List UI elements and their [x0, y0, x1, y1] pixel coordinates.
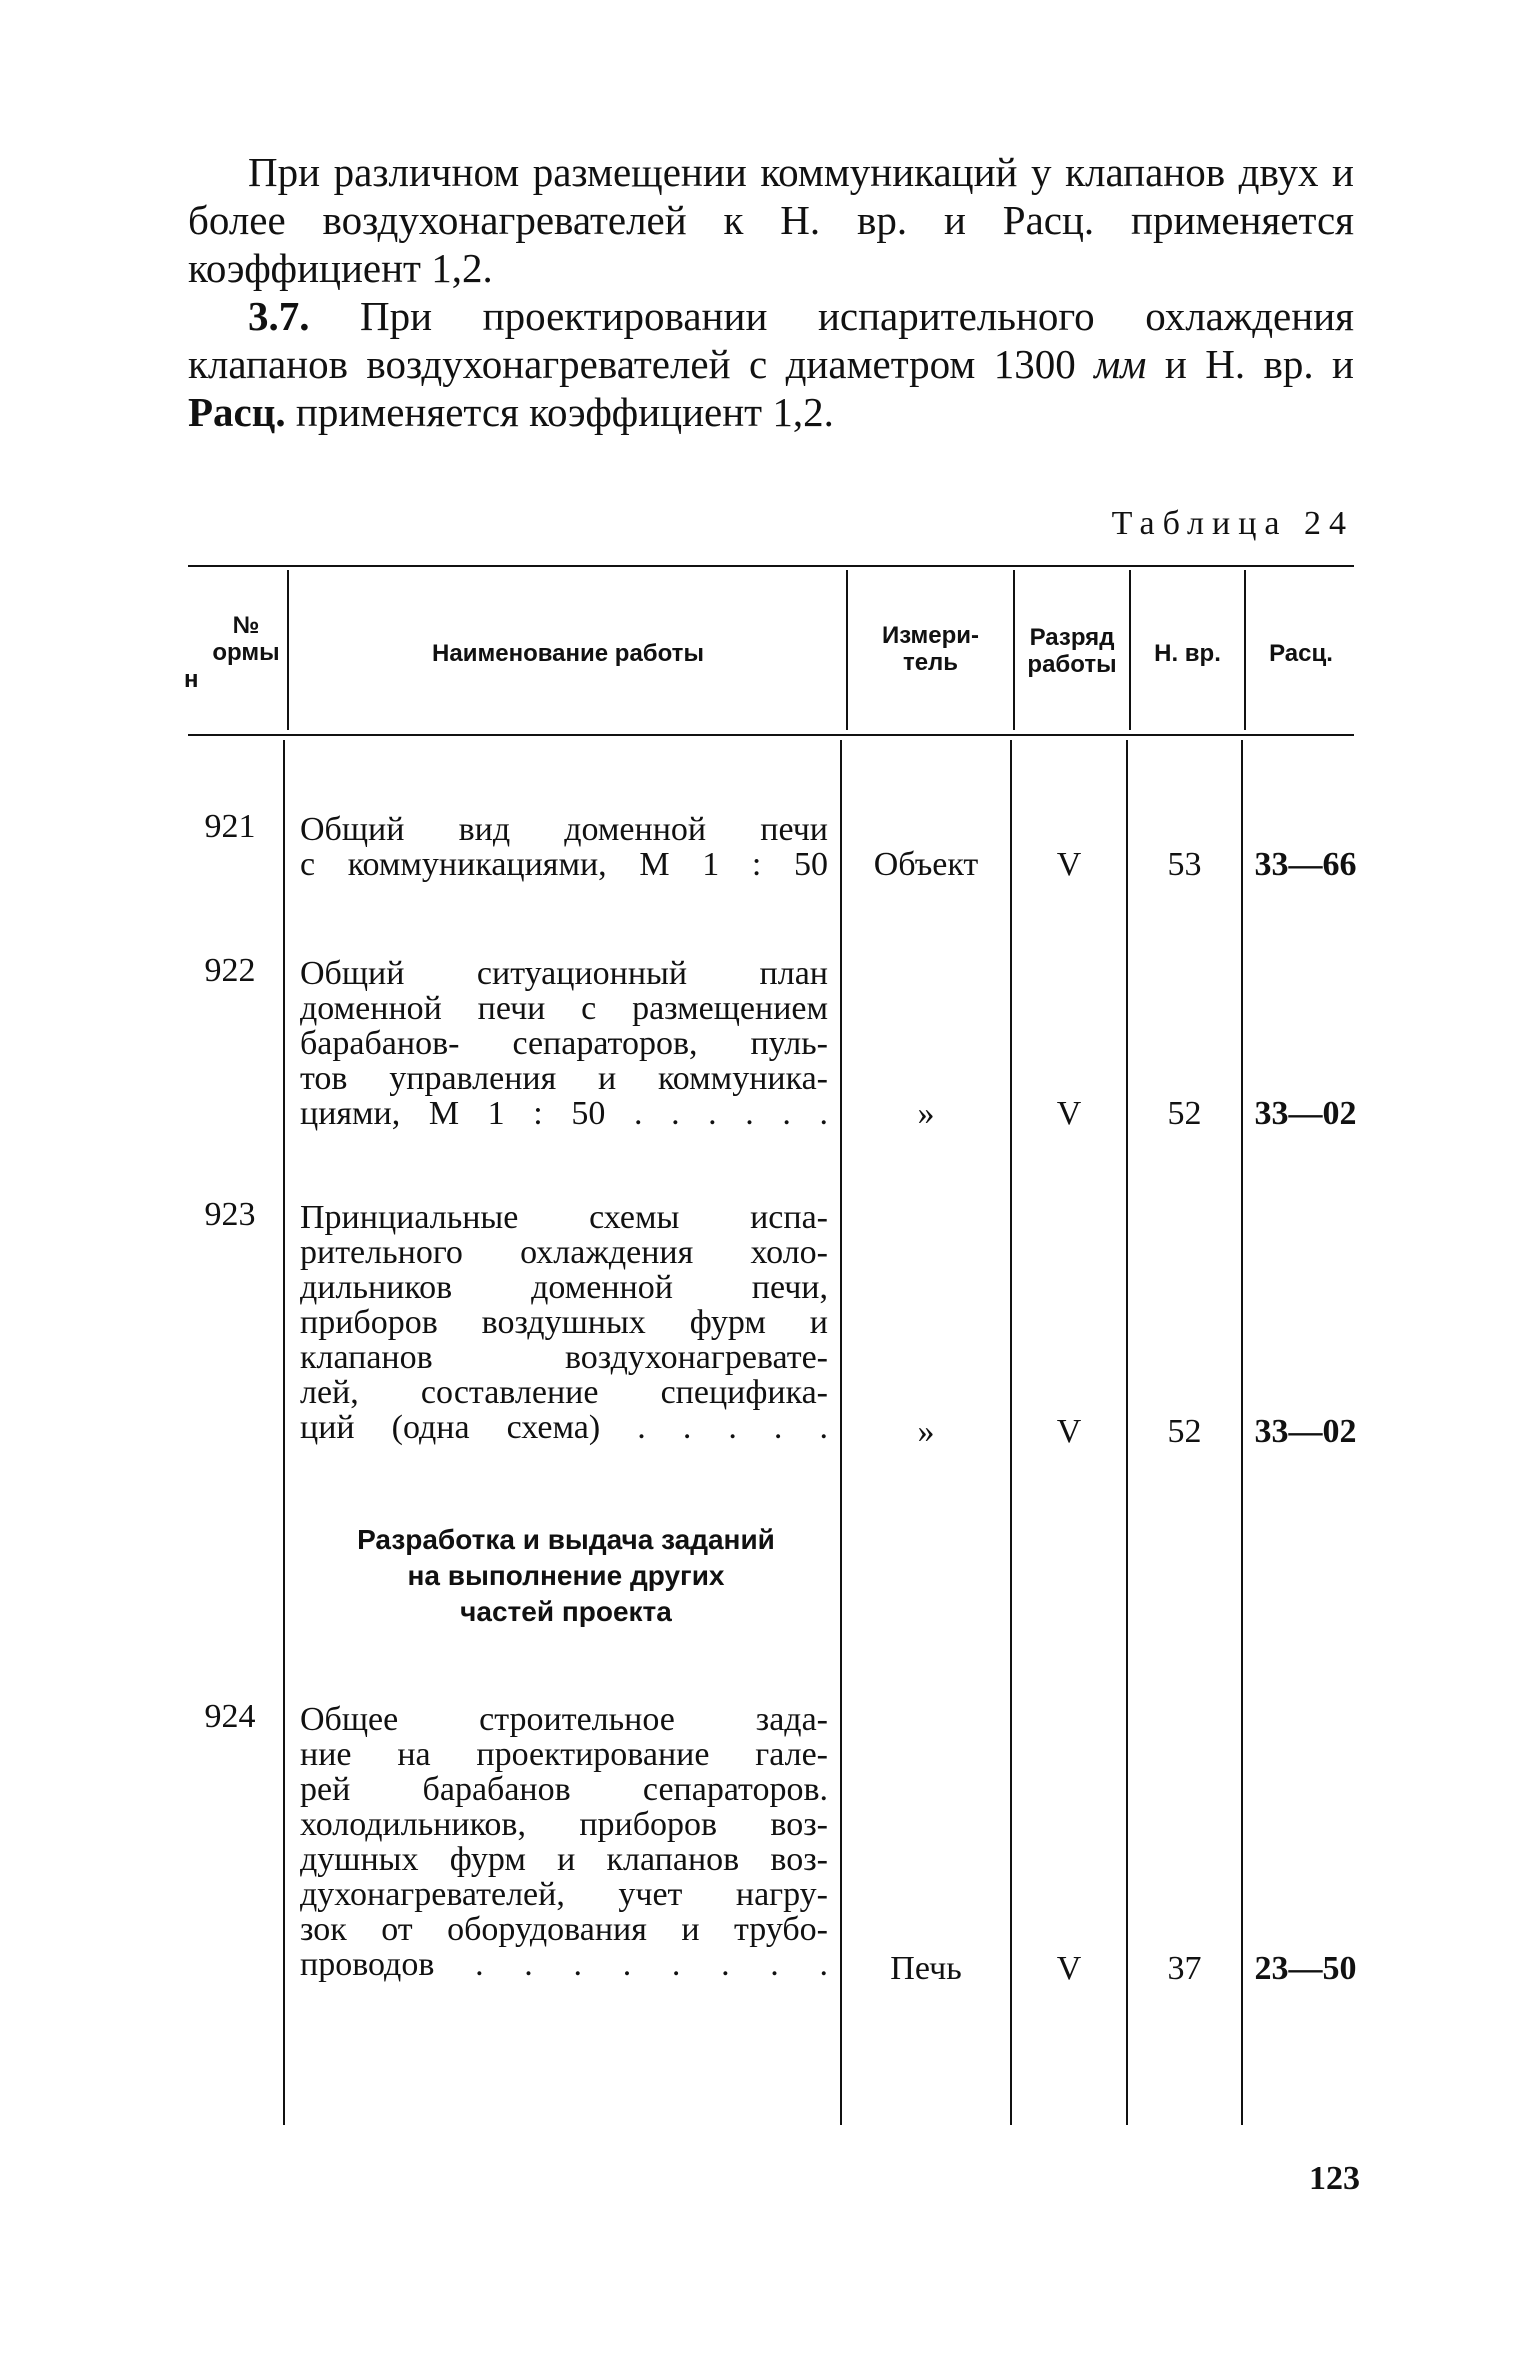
header-bottom-rule [188, 734, 1354, 736]
row-922-description: Общий ситуационный план доменной печи с размещением барабанов- сепараторов, пуль- тов управления и коммуника- циями, М 1 : 50 . . . . . . [300, 955, 828, 1132]
row-923-time: 52 [1167, 1413, 1202, 1450]
row-924-unit: Печь [890, 1950, 962, 1987]
table-caption: Таблица 24 [1111, 505, 1354, 542]
header-grade: Разряд работы [1027, 624, 1117, 678]
row-923-description: Принциальные схемы испа- рительного охлаждения холо- дильников доменной печи, приборов воздушных фурм и клапанов воздухонагревате- лей, составление специфика- ций (одна схема) . . . . . [300, 1199, 828, 1446]
table-top-rule [188, 565, 1354, 567]
row-922-time: 52 [1167, 1095, 1202, 1132]
header-time-norm: Н. вр. [1154, 640, 1221, 667]
intro-text [188, 148, 1354, 436]
unit-mm: мм [1094, 341, 1147, 387]
row-923-unit: » [917, 1413, 935, 1450]
row-921-rate: 33—66 [1254, 846, 1357, 883]
header-work-name: Наименование работы [432, 640, 704, 667]
row-924-number: 924 [204, 1698, 256, 1735]
header-rate: Расц. [1269, 640, 1333, 667]
page-number: 123 [1309, 2160, 1360, 2197]
header-norm-number: № ормы н [184, 612, 280, 693]
intro-paragraph-1: При различном размещении коммуникаций у клапанов двух и более воздухонагревателей к Н. вр. и Расц. применяется коэффициент 1,2. [188, 149, 1354, 291]
row-923-rate: 33—02 [1254, 1413, 1357, 1450]
header-unit: Измери- тель [881, 622, 980, 676]
row-921-time: 53 [1167, 846, 1202, 883]
row-921-description: Общий вид доменной печи с коммуникациями, М 1 : 50 [300, 811, 828, 883]
row-922-grade: V [1056, 1095, 1082, 1132]
row-924-grade: V [1056, 1950, 1082, 1987]
column-divider [283, 740, 285, 2125]
section-heading: Разработка и выдача заданий на выполнение других частей проекта [357, 1524, 775, 1627]
row-923-number: 923 [204, 1196, 256, 1233]
row-922-number: 922 [204, 952, 256, 989]
row-922-unit: » [917, 1095, 935, 1132]
row-924-rate: 23—50 [1254, 1950, 1357, 1987]
clause-number: 3.7. [248, 293, 310, 339]
row-921-grade: V [1056, 846, 1082, 883]
row-922-rate: 33—02 [1254, 1095, 1357, 1132]
row-921-unit: Объект [873, 846, 979, 883]
row-923-grade: V [1056, 1413, 1082, 1450]
intro-paragraph-2: 3.7. При проектировании испарительного охлаждения клапанов воздухонагревателей с диаметром 1300 мм и Н. вр. и Расц. применяется коэффициент 1,2. [188, 293, 1354, 435]
row-921-number: 921 [204, 808, 256, 845]
row-924-description: Общее строительное зада- ние на проектирование гале- рей барабанов сепараторов. холодильников, приборов воз- душных фурм и клапанов воз- духонагревателей, учет нагру- зок от оборудования и трубо- проводов . . . . . . . . [300, 1701, 828, 1983]
row-924-time: 37 [1167, 1950, 1202, 1987]
